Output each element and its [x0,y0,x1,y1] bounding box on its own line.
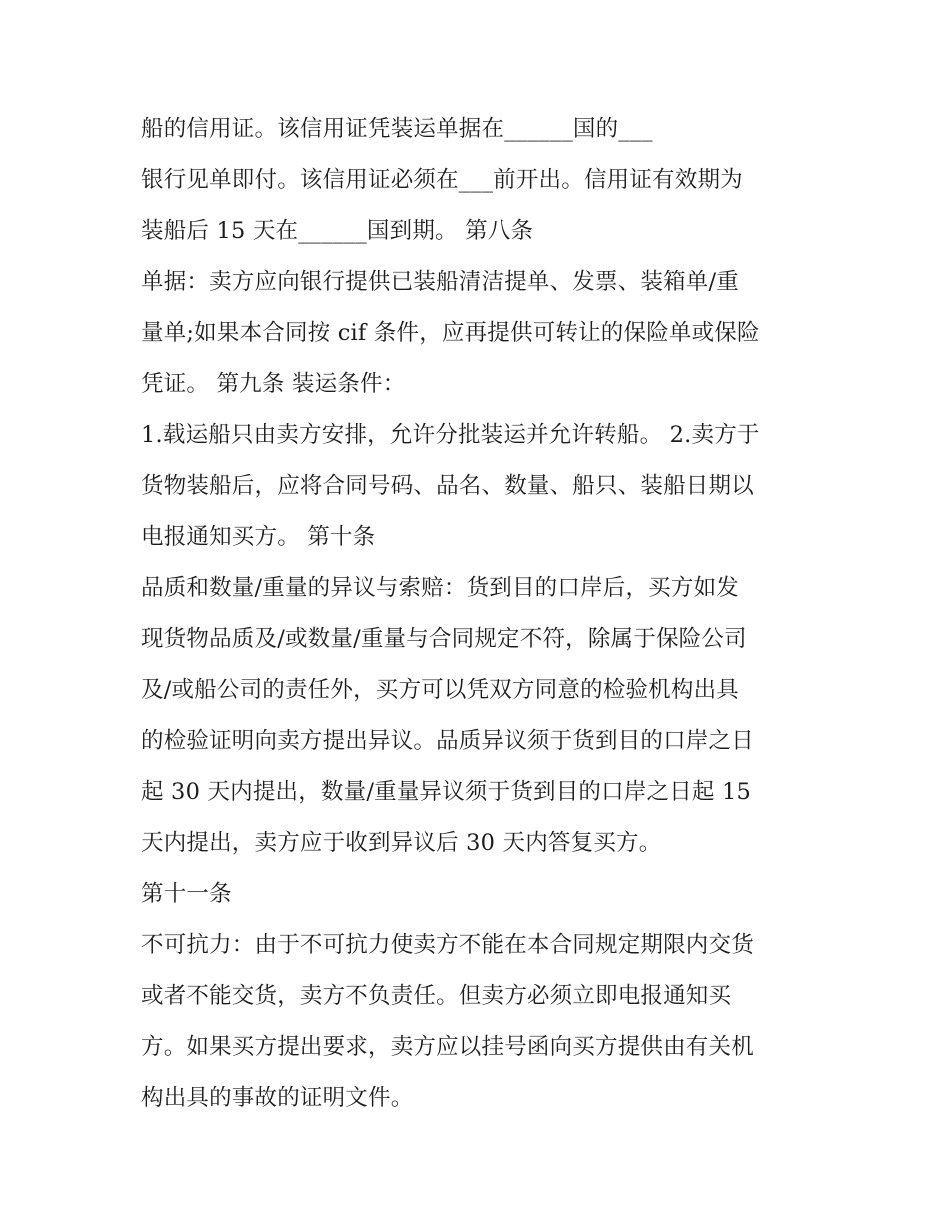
text-line: 第十一条 [141,881,232,907]
text-line: 不可抗力：由于不可抗力使卖方不能在本合同规定期限内交货 [141,932,754,958]
text-line: 起 30 天内提出，数量/重量异议须于货到目的口岸之日起 15 [141,779,751,805]
text-line: 现货物品质及/或数量/重量与合同规定不符，除属于保险公司 [141,626,747,652]
text-line: 凭证。 第九条 装运条件： [141,371,406,397]
document-body [141,104,821,1124]
text-line: 或者不能交货，卖方不负责任。但卖方必须立即电报通知买 [141,983,732,1009]
text-line: 1.载运船只由卖方安排，允许分批装运并允许转船。 2.卖方于 [141,422,760,448]
text-line: 单据：卖方应向银行提供已装船清洁提单、发票、装箱单/重 [141,269,739,295]
text-line: 品质和数量/重量的异议与索赔：货到目的口岸后，买方如发 [141,575,739,601]
text-line: 货物装船后，应将合同号码、品名、数量、船只、装船日期以 [141,473,754,499]
text-line: 天内提出，卖方应于收到异议后 30 天内答复买方。 [141,830,662,856]
text-line: 方。如果买方提出要求，卖方应以挂号函向买方提供由有关机 [141,1034,754,1060]
text-line: 装船后 15 天在______国到期。 第八条 [141,218,534,244]
text-line: 银行见单即付。该信用证必须在___前开出。信用证有效期为 [141,167,743,193]
text-line: 电报通知买方。 第十条 [141,524,376,550]
text-line: 船的信用证。该信用证凭装运单据在______国的___ [141,116,653,142]
text-line: 构出具的事故的证明文件。 [141,1085,414,1111]
text-line: 量单;如果本合同按 cif 条件，应再提供可转让的保险单或保险 [141,320,760,346]
text-line: 的检验证明向卖方提出异议。品质异议须于货到目的口岸之日 [141,728,754,754]
text-line: 及/或船公司的责任外，买方可以凭双方同意的检验机构出具 [141,677,739,703]
